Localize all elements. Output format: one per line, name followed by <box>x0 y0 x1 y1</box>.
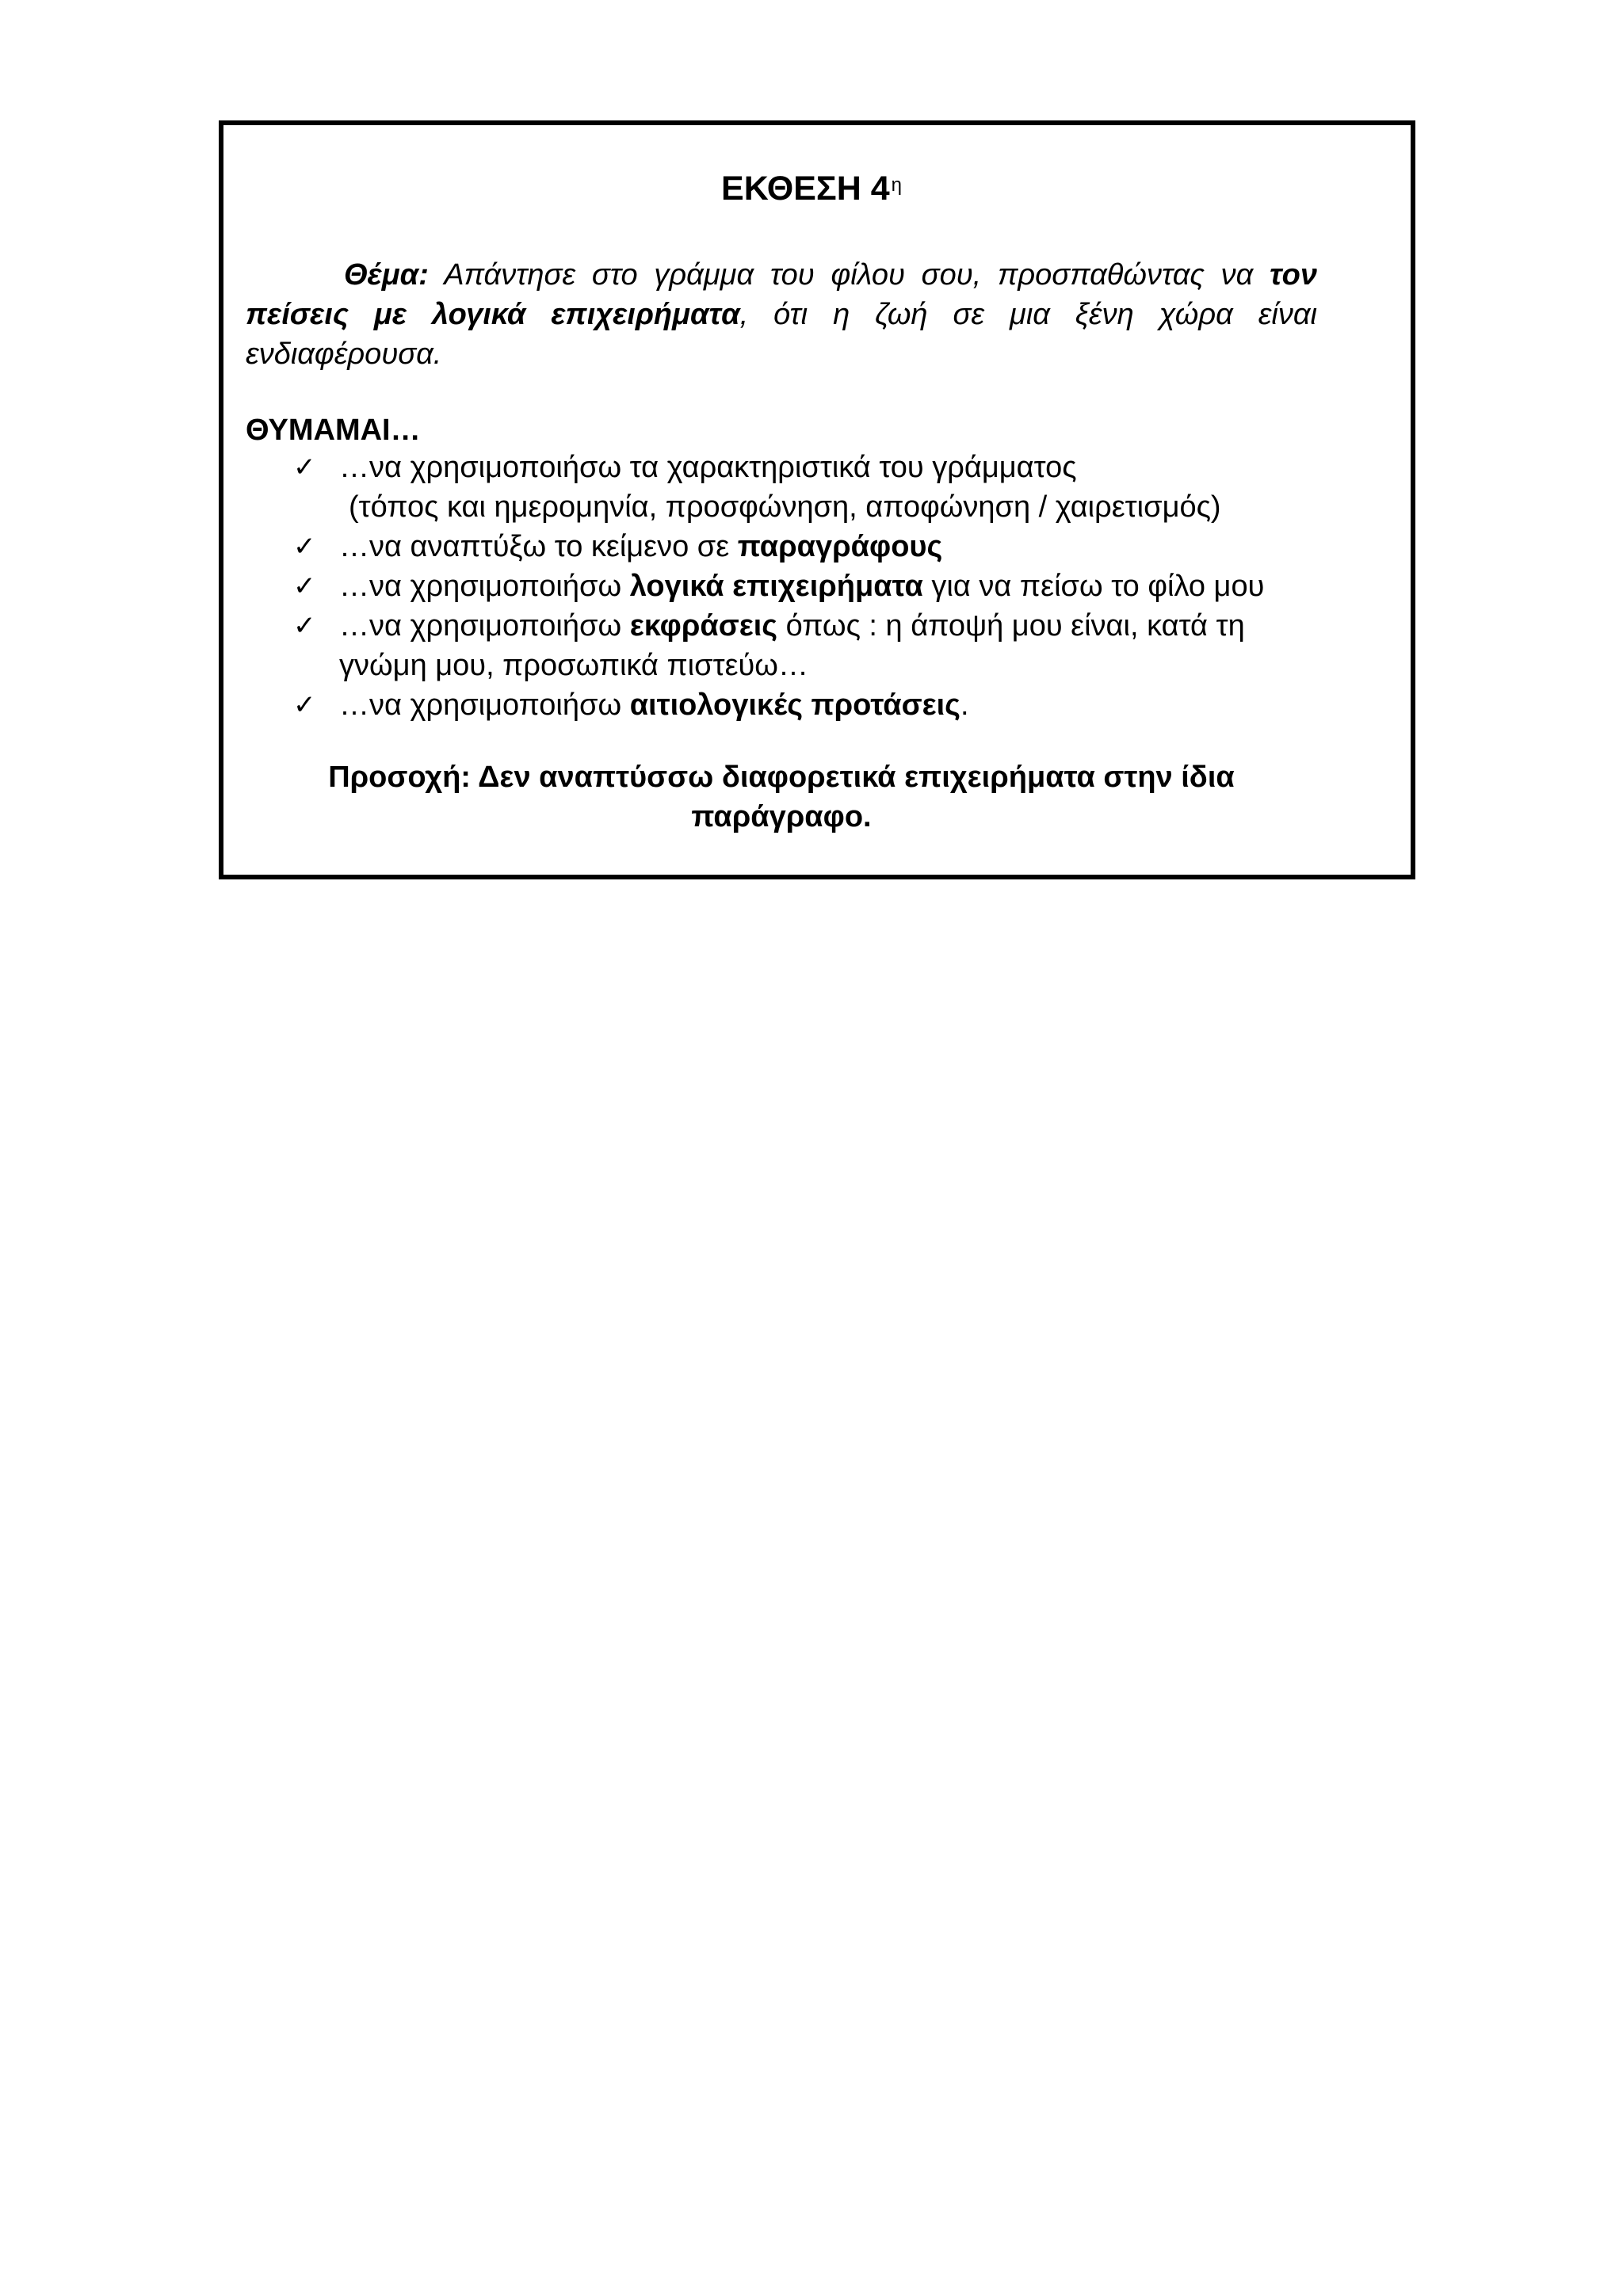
reminder-text: …να χρησιμοποιήσω <box>339 570 630 603</box>
reminder-list <box>246 448 1371 725</box>
essay-title <box>0 168 1623 209</box>
reminder-item <box>246 527 1371 566</box>
checkmark-icon: ✓ <box>293 610 316 642</box>
reminder-text: …να χρησιμοποιήσω τα χαρακτηριστικά του γράμματος <box>339 451 1077 484</box>
remember-heading: ΘΥΜΑΜΑΙ… <box>246 414 421 447</box>
checkmark-icon: ✓ <box>293 452 316 483</box>
topic-text-part2: , ότι η ζωή σε μια ξένη χώρα είναι ενδιαφέρουσα. <box>246 298 1317 371</box>
topic-label: Θέμα: <box>344 258 429 292</box>
reminder-item <box>246 685 1371 725</box>
reminder-text: …να χρησιμοποιήσω <box>339 609 630 643</box>
essay-title-ordinal: η <box>891 174 902 196</box>
topic-text-part1: Απάντησε στο γράμμα του φίλου σου, προσπαθώντας να <box>428 258 1270 292</box>
checkmark-icon: ✓ <box>293 570 316 602</box>
reminder-text-after: όπως : η άποψή μου είναι, κατά τη <box>777 609 1245 643</box>
reminder-emphasis: παραγράφους <box>737 530 943 563</box>
caution-note <box>246 757 1317 837</box>
topic-paragraph <box>246 255 1317 374</box>
essay-title-text: ΕΚΘΕΣΗ 4 <box>721 170 890 208</box>
reminder-text-after: . <box>960 688 969 722</box>
reminder-item <box>246 606 1371 685</box>
reminder-emphasis: εκφράσεις <box>629 609 778 643</box>
reminder-text: …να χρησιμοποιήσω <box>339 688 630 722</box>
reminder-text-after: για να πείσω το φίλο μου <box>922 570 1265 603</box>
reminder-item <box>246 566 1371 606</box>
topic-text-bold: τον πείσεις με λογικά επιχειρήματα <box>246 258 1317 331</box>
checkmark-icon: ✓ <box>293 689 316 721</box>
reminder-text-continued: γνώμη μου, προσωπικά πιστεύω… <box>339 649 808 682</box>
reminder-emphasis: λογικά επιχειρήματα <box>629 570 923 603</box>
reminder-emphasis: αιτιολογικές προτάσεις <box>629 688 960 722</box>
reminder-item <box>246 448 1371 527</box>
caution-line: Προσοχή: Δεν αναπτύσσω διαφορετικά επιχειρήματα στην ίδια <box>328 761 1235 794</box>
reminder-text: …να αναπτύξω το κείμενο σε <box>339 530 738 563</box>
caution-line: παράγραφο. <box>691 800 872 833</box>
reminder-text-continued: (τόπος και ημερομηνία, προσφώνηση, αποφώνηση / χαιρετισμός) <box>349 490 1221 524</box>
checkmark-icon: ✓ <box>293 531 316 563</box>
